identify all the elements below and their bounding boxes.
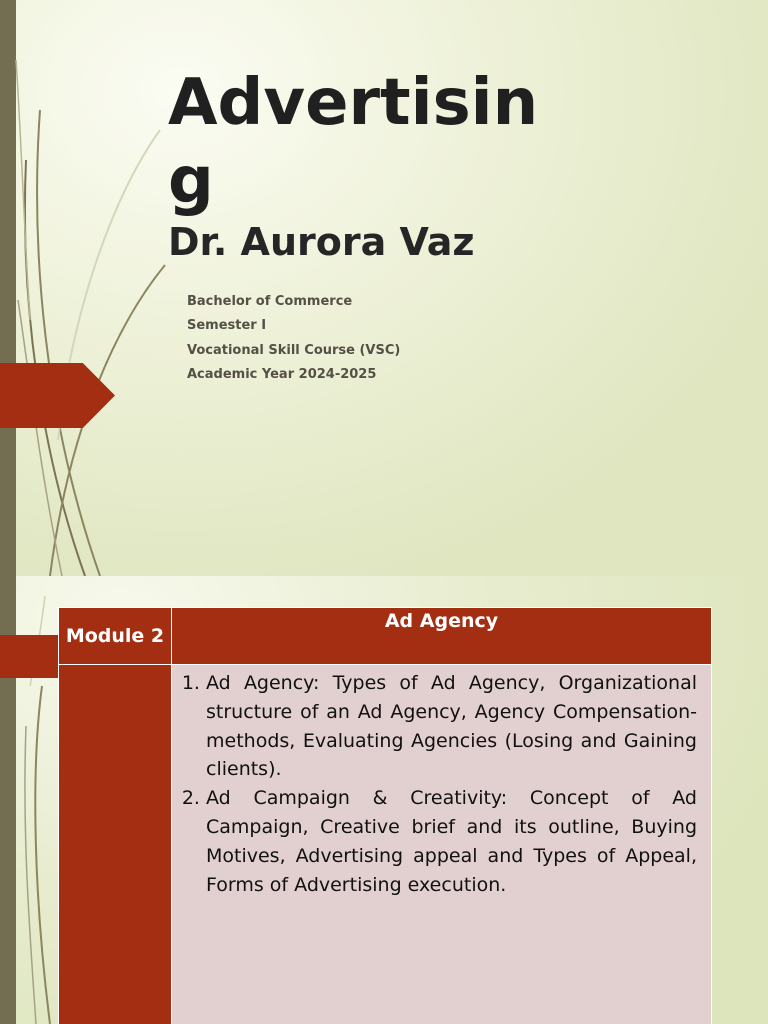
course-detail-year: Academic Year 2024-2025: [187, 367, 377, 383]
course-detail-semester: Semester I: [187, 318, 267, 334]
table-header-row: [59, 608, 712, 665]
module-title-header: Ad Agency: [172, 608, 712, 665]
module-content-cell: [172, 665, 712, 1024]
topic-item: 1. Ad Agency: Types of Ad Agency, Organizational structure of an Ad Agency, Agency Compensation- methods, Evaluating Agencies (Losing and Gaining clients).: [206, 669, 697, 784]
red-tab-shape: [0, 635, 58, 678]
course-detail-program: Bachelor of Commerce: [187, 294, 353, 309]
course-detail-course: Vocational Skill Course (VSC): [187, 342, 401, 358]
module-side-cell: [59, 665, 172, 1024]
table-row: [59, 665, 712, 1024]
topic-list: [178, 669, 697, 899]
module-slide: [0, 576, 768, 1024]
author-name: Dr. Aurora Vaz: [168, 220, 475, 264]
topic-item: 2. Ad Campaign & Creativity: Concept of Ad Campaign, Creative brief and its outline, Buying Motives, Advertising appeal and Types of Appeal, Forms of Advertising execution.: [206, 784, 697, 899]
presentation-title: Advertising: [168, 66, 539, 218]
module-number-header: Module 2: [59, 608, 172, 665]
module-table: [58, 607, 712, 1024]
course-details: [187, 290, 400, 388]
